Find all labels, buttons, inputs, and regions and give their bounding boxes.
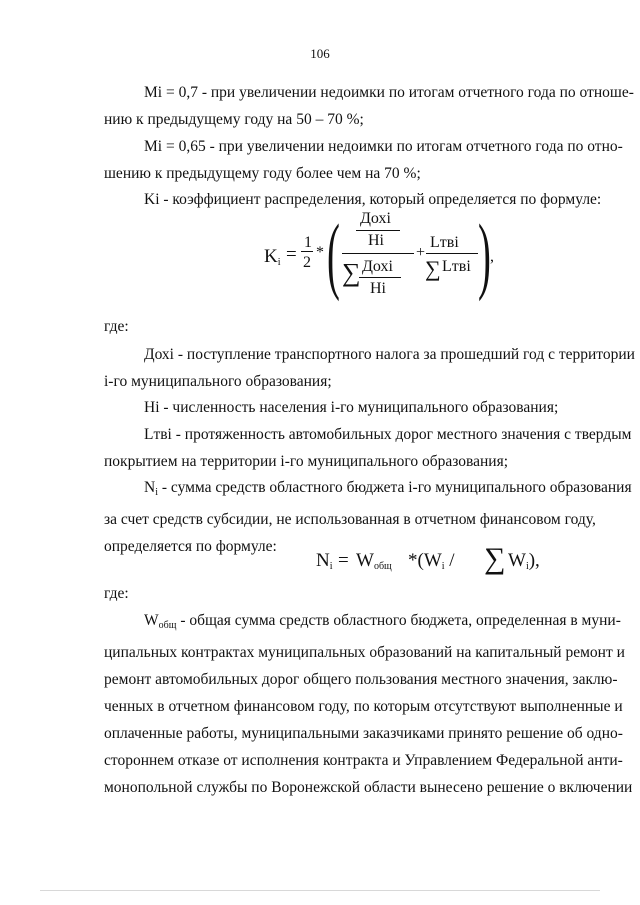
times-sign: * [316,244,324,261]
text-line: нию к предыдущему году на 50 – 70 %; [104,111,364,128]
dox-over-hi-bar [356,230,400,231]
ltv-numerator: Lтвi [430,234,459,251]
text-line: ремонт автомобильных дорог общего пользования местного значения, заклю- [104,671,618,688]
formula-ni-lhs: $N_i$ [316,550,333,572]
text-line: Дохi - поступление транспортного налога за прошедший год с территории [144,346,635,363]
plus-sign: + [416,244,426,261]
sigma-symbol: ∑ [425,256,441,281]
paragraph-ltv [104,421,632,475]
paragraph-m-07 [104,79,634,133]
sigma-symbol: ∑ [342,258,361,287]
text-line: оплаченные работы, муниципальными заказчиками принято решение об одно- [104,725,623,742]
sum-fraction-bar [359,277,401,278]
text-line: Mi = 0,7 - при увеличении недоимки по итогам отчетного года по отноше- [144,84,634,101]
half-denominator: 2 [303,254,311,271]
w-i-sum-term: $W_i$), [508,550,540,572]
text-line: шению к предыдущему году более чем на 70 %; [104,165,421,182]
dox-in-sum: Дохi [362,258,393,275]
text-line: $W_{общ}$ - общая сумма средств областного бюджета, определенная в муни- [144,612,621,631]
paragraph-hi [104,394,610,421]
text-line: $N_i$ - сумма средств областного бюджета i-го муниципального образования [144,479,632,498]
text-line: Lтвi - протяженность автомобильных дорог местного значения с твердым [144,426,632,443]
trailing-comma: , [490,248,494,265]
page-number: 106 [310,46,330,61]
equals-sign: = [286,244,297,265]
hi-in-sum: Нi [370,280,386,297]
paragraph-m-065 [104,133,623,187]
right-paren: ) [478,206,491,302]
text-line: Нi - численность населения i-го муниципального образования; [144,399,559,416]
text-line: ципальных контрактах муниципальных образований на капитальный ремонт и [104,644,625,661]
text-line: покрытием на территории i-го муниципального образования; [104,453,509,470]
formula-ki [264,208,494,308]
text-line: где: [104,318,129,335]
text-line: ченных в отчетном финансовом году, по которым отсутствуют выполненные и [104,698,623,715]
paragraph-w-total [104,607,633,801]
dox-numerator: Дохi [360,210,391,227]
half-numerator: 1 [304,234,312,251]
sigma-symbol: ∑ [484,542,506,575]
hi-denominator: Нi [368,232,384,249]
formula-ni [316,542,572,582]
text-line: i-го муниципального образования; [104,373,332,390]
ltv-in-sum: Lтвi [442,258,471,275]
text-line: стороннем отказе от исполнения контракта и Управлением Федеральной анти- [104,752,623,769]
scan-edge-line [40,890,600,891]
paragraph-dox [104,341,635,395]
w-total: $W_{общ}$ [356,550,392,572]
equals-sign: = [338,550,349,571]
text-line: где: [104,585,129,602]
text-line: монопольной службы по Воронежской области вынесено решение о включении [104,779,633,796]
text-line: Mi = 0,65 - при увеличении недоимки по итогам отчетного года по отно- [144,138,623,155]
main-fraction-bar [342,253,414,254]
text-line: определяется по формуле: [104,538,277,555]
text-line: Ki - коэффициент распределения, который определяется по формуле: [144,191,602,208]
text-line: за счет средств субсидии, не использованная в отчетном финансовом году, [104,511,596,528]
w-i-term: $*(W_i$ / [408,550,455,572]
where-label [104,313,610,340]
ltv-fraction-bar [426,253,478,254]
half-fraction-bar [301,251,313,252]
where-label [104,580,610,607]
formula-lhs: $K_i$ [264,246,281,268]
left-paren: ( [327,206,340,302]
